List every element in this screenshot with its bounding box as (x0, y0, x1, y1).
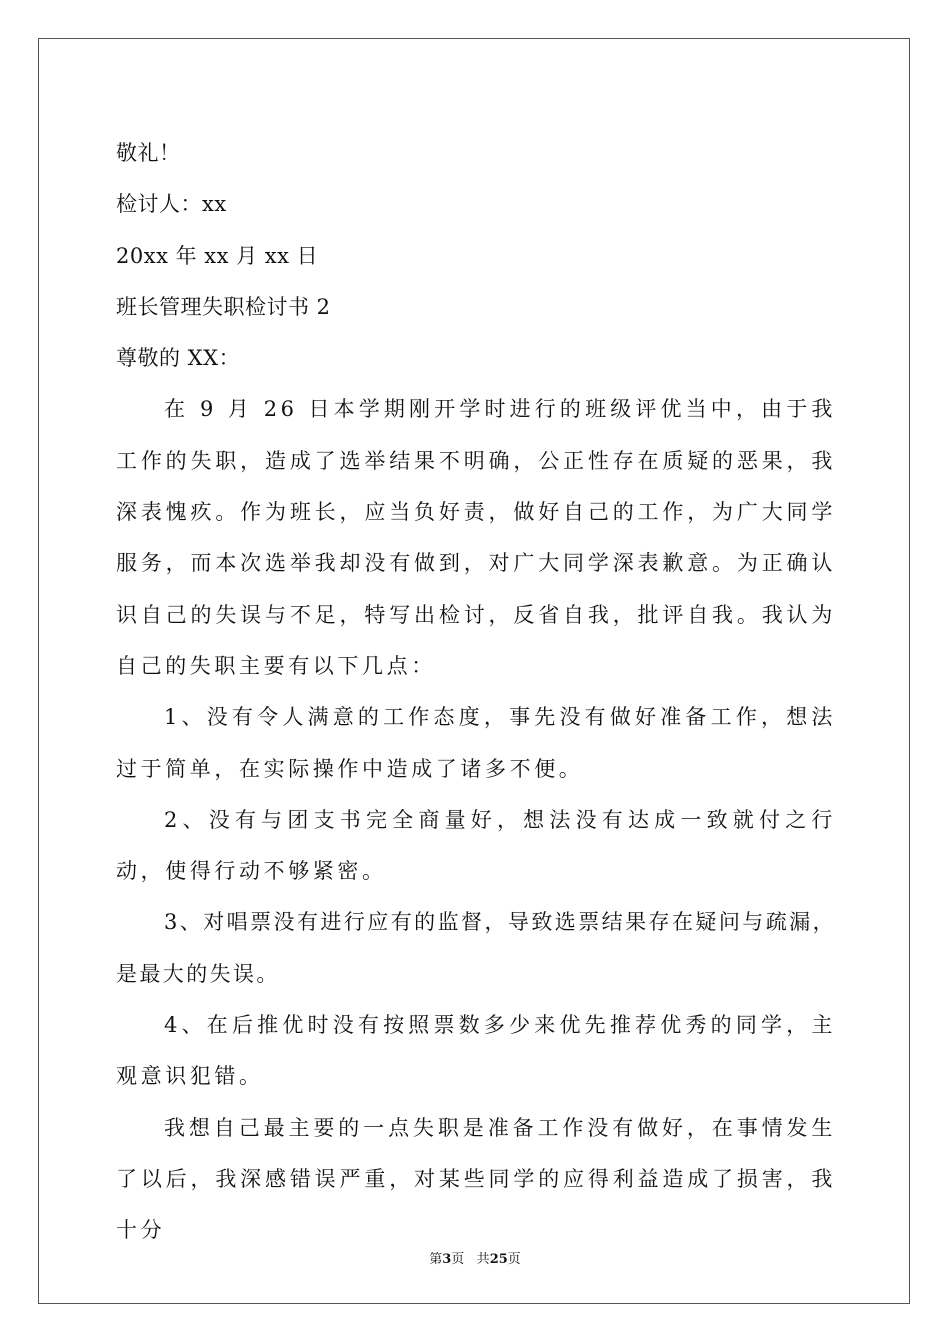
document-body (116, 128, 836, 1257)
page-total: 25 (489, 1252, 508, 1267)
section-title: 班长管理失职检讨书 2 (116, 294, 331, 319)
intro-paragraph: 在 9 月 26 日本学期刚开学时进行的班级评优当中，由于我工作的失职，造成了选举结果不明确，公正性存在质疑的恶果，我深表愧疚。作为班长，应当负好责，做好自己的工作，为广大同学服务，而本次选举我却没有做到，对广大同学深表歉意。为正确认识自己的失误与不足，特写出检讨，反省自我，批评自我。我认为自己的失职主要有以下几点： (116, 397, 836, 678)
reflection-paragraph: 我想自己最主要的一点失职是准备工作没有做好，在事情发生了以后，我深感错误严重，对某些同学的应得利益造成了损害，我十分 (116, 1115, 836, 1243)
point-1-paragraph: 1、没有令人满意的工作态度，事先没有做好准备工作，想法过于简单，在实际操作中造成了诸多不便。 (116, 705, 836, 781)
point-4-paragraph: 4、在后推优时没有按照票数多少来优先推荐优秀的同学，主观意识犯错。 (116, 1013, 836, 1089)
date-line: 20xx 年 xx 月 xx 日 (116, 243, 319, 268)
point-2-paragraph: 2、没有与团支书完全商量好，想法没有达成一致就付之行动，使得行动不够紧密。 (116, 807, 836, 884)
page-unit: 页 (451, 1252, 465, 1267)
closing-salutation: 敬礼！ (116, 141, 181, 165)
total-unit: 页 (507, 1252, 521, 1267)
signer-line: 检讨人：xx (116, 192, 227, 217)
point-3-paragraph: 3、对唱票没有进行应有的监督，导致选票结果存在疑问与疏漏，是最大的失误。 (116, 910, 836, 986)
page-prefix: 第 (429, 1252, 443, 1267)
greeting-line: 尊敬的 XX： (116, 346, 241, 371)
page-current: 3 (442, 1252, 452, 1267)
total-prefix: 共 (476, 1252, 490, 1267)
page-footer (0, 1248, 950, 1267)
